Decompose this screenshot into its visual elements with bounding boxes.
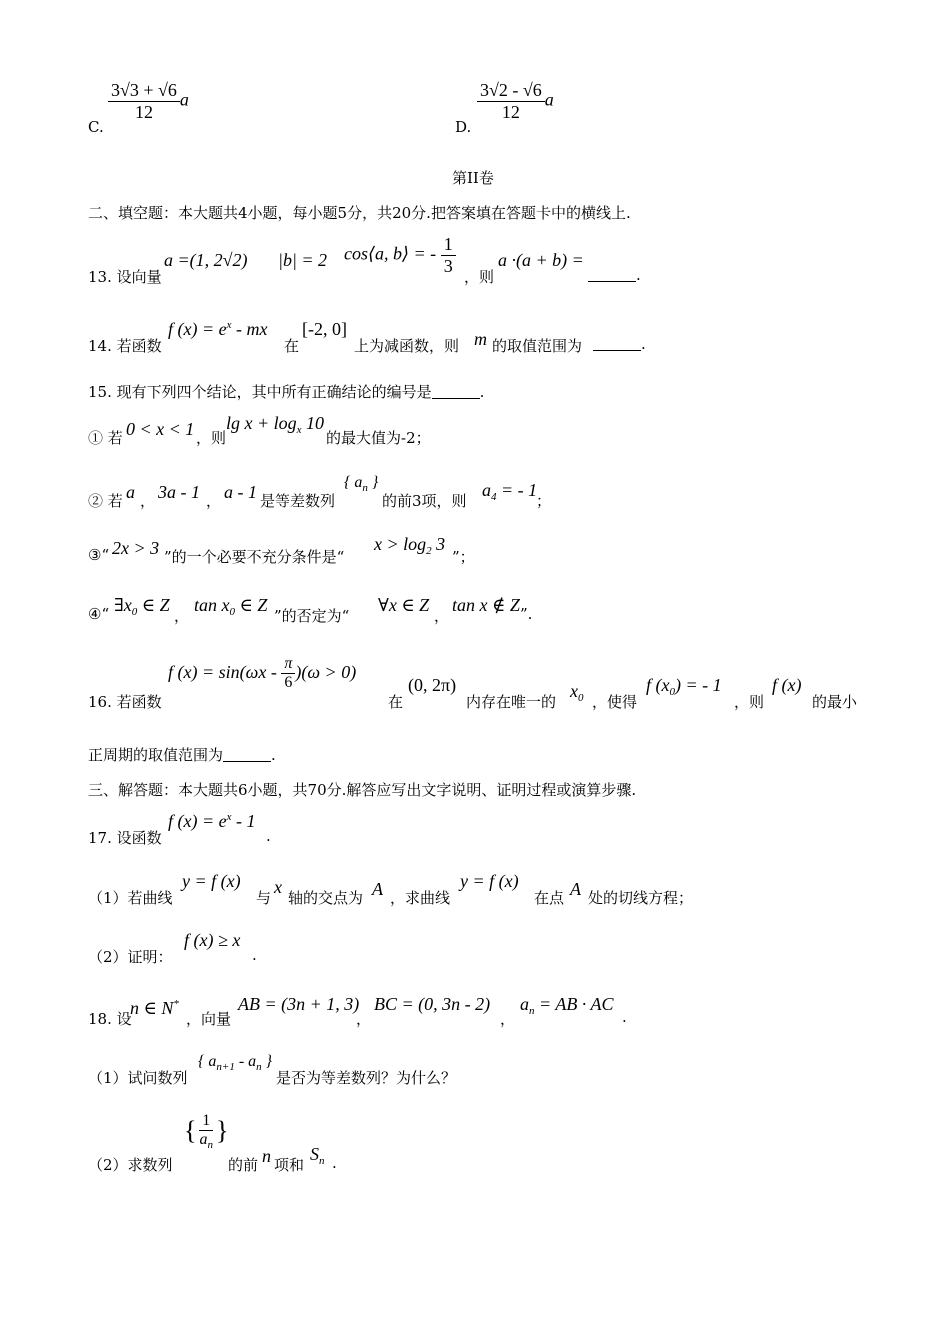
section-3-header: 三、解答题：本大题共6小题，共70分.解答应写出文字说明、证明过程或演算步骤. [88,781,637,799]
question-16-line-2: 正周期的取值范围为 . [88,746,276,764]
option-c-fraction: $\frac{3√3 + √6}{12}$ [108,80,180,122]
answer-blank-16[interactable] [223,760,271,762]
question-15-stem: 15. 现有下列四个结论，其中所有正确结论的编号是 . [88,383,485,401]
answer-blank-14[interactable] [593,349,641,351]
option-d-fraction: $\frac{3√2 - √6}{12}$ [477,80,545,122]
part-2-title: 第II卷 [452,169,494,187]
section-2-header: 二、填空题：本大题共4小题，每小题5分，共20分.把答案填在答题卡中的横线上. [88,204,631,222]
option-c-label: C. [88,118,104,136]
answer-blank-15[interactable] [432,397,480,399]
answer-blank-13[interactable] [588,280,636,282]
option-d-label: D. [455,118,472,136]
